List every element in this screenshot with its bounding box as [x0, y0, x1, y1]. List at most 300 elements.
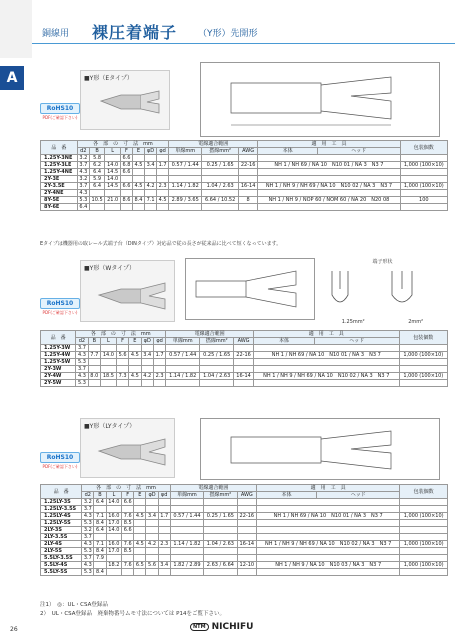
- sub-l: L: [106, 492, 122, 499]
- cell-b: [88, 380, 100, 387]
- cell-l: 17.0: [106, 520, 122, 527]
- cell-b: 10.5: [89, 197, 105, 204]
- cell-d2: 4.3: [76, 373, 88, 380]
- cell-awg: 22-16: [234, 352, 254, 359]
- footnote-1: 注1） ◎：UL・CSA登録品: [40, 602, 108, 608]
- cell-w1: [170, 527, 203, 534]
- table-row: [41, 499, 448, 506]
- part-number: 1.25Y-4NE: [41, 169, 78, 176]
- part-number: 1.25LY-3S: [41, 499, 82, 506]
- sub-body: 本体: [258, 148, 318, 155]
- cell-pack: [400, 190, 447, 197]
- cell-tool: [253, 380, 399, 387]
- cell-w1: 2.89 / 3.65: [169, 197, 202, 204]
- spec-table-2-body: [41, 345, 448, 387]
- cell-e: [132, 169, 144, 176]
- cell-d: [145, 190, 157, 197]
- cell-awg: 16-14: [237, 541, 256, 548]
- part-number: 1.25LY-5S: [41, 520, 82, 527]
- cell-d: 4.2: [146, 541, 158, 548]
- rohs-sub: PDF(ご確認下さい): [42, 115, 78, 120]
- cell-f: 8.5: [122, 548, 134, 555]
- col-dims: 各 部 の 寸 法 mm: [77, 141, 168, 148]
- table-row: [41, 359, 448, 366]
- cell-w1: 1.14 / 1.82: [169, 183, 202, 190]
- table-row: [41, 513, 448, 520]
- cell-dd: [158, 534, 170, 541]
- cell-awg: 22-16: [238, 162, 257, 169]
- cell-dd: [158, 527, 170, 534]
- sub-solid: 単線mm: [166, 338, 200, 345]
- cell-awg: 16-14: [234, 373, 254, 380]
- cell-dd: 1.7: [157, 162, 169, 169]
- cell-l: 14.0: [106, 499, 122, 506]
- cell-d2: 4.3: [82, 513, 94, 520]
- col-pack: 包装個数: [400, 141, 447, 155]
- cell-tool: [257, 534, 400, 541]
- cell-l: [100, 380, 116, 387]
- part-number: 2Y-4NE: [41, 190, 78, 197]
- cell-w2: 1.04 / 2.63: [200, 373, 234, 380]
- header-band: [0, 0, 32, 58]
- cell-f: [116, 345, 128, 352]
- cell-d2: 5.3: [82, 520, 94, 527]
- part-number: 2Y-5W: [41, 380, 76, 387]
- part-number: 2Y-4W: [41, 373, 76, 380]
- table-row: [41, 204, 448, 211]
- cell-d2: 3.7: [76, 345, 88, 352]
- spec-table-3: [40, 484, 448, 576]
- cell-awg: [234, 345, 254, 352]
- cell-e: 6.5: [134, 562, 146, 569]
- cell-w2: [204, 548, 237, 555]
- cell-d2: 4.3: [77, 169, 89, 176]
- cell-e: [134, 555, 146, 562]
- col-partno: 品 番: [41, 485, 82, 499]
- cell-d: [146, 555, 158, 562]
- cell-f: [116, 380, 128, 387]
- table-row: [41, 506, 448, 513]
- sub-phid: φD: [146, 492, 158, 499]
- cell-awg: [237, 555, 256, 562]
- table-row: [41, 190, 448, 197]
- cell-d2: 3.7: [77, 162, 89, 169]
- sub-b: B: [88, 338, 100, 345]
- cell-l: [105, 155, 121, 162]
- table-row: [41, 569, 448, 576]
- product-photo-ly-type: [80, 418, 175, 478]
- rohs-sub: PDF(ご確認下さい): [42, 310, 78, 315]
- cell-w1: [166, 345, 200, 352]
- cell-awg: [238, 176, 257, 183]
- sub-f: F: [122, 492, 134, 499]
- cell-l: 14.0: [105, 162, 121, 169]
- cell-pack: 1,000 (100×10): [400, 162, 447, 169]
- cell-dd: 1.7: [158, 513, 170, 520]
- sub-b: B: [89, 148, 105, 155]
- cell-e: 4.5: [129, 373, 141, 380]
- cell-d: [141, 345, 153, 352]
- cell-e: 4.5: [134, 541, 146, 548]
- cell-w1: 0.57 / 1.44: [166, 352, 200, 359]
- sub-phid-small: φd: [153, 338, 165, 345]
- col-wire: 電線適合範囲: [170, 485, 256, 492]
- sub-body: 本体: [253, 338, 314, 345]
- cell-pack: [400, 527, 448, 534]
- photo-caption: ■Y形（Wタイプ）: [84, 265, 136, 272]
- cell-w2: 6.64 / 10.52: [202, 197, 239, 204]
- cell-awg: [237, 548, 256, 555]
- cell-w2: 2.63 / 6.64: [204, 562, 237, 569]
- cell-awg: 22-16: [237, 513, 256, 520]
- cell-d: [146, 520, 158, 527]
- logo-mark: NTM: [190, 623, 209, 631]
- spec-table-1-body: [41, 155, 448, 211]
- col-pack: 包装個数: [399, 331, 447, 345]
- cell-f: 6.6: [120, 155, 132, 162]
- cell-awg: [238, 190, 257, 197]
- cell-d2: 5.3: [82, 569, 94, 576]
- category-label: 銅線用: [42, 29, 70, 39]
- cell-tool: [257, 555, 400, 562]
- part-number: 2LY-3S: [41, 527, 82, 534]
- cell-awg: [238, 169, 257, 176]
- cell-b: [88, 366, 100, 373]
- rohs-label: RoHS10: [40, 298, 80, 309]
- cell-tool: NH 1 / NH 69 / NA 10 N10 01 / NA 3 N3 7: [258, 162, 400, 169]
- sub-solid: 単線mm: [170, 492, 203, 499]
- cell-w2: [204, 555, 237, 562]
- cell-d: 5.6: [146, 562, 158, 569]
- cell-w2: 1.04 / 2.63: [202, 183, 239, 190]
- cell-d: [146, 569, 158, 576]
- cell-d2: 4.3: [77, 190, 89, 197]
- cell-e: [134, 548, 146, 555]
- part-number: 2LY-5S: [41, 548, 82, 555]
- cell-d: [141, 366, 153, 373]
- sub-e: E: [132, 148, 144, 155]
- cell-e: [129, 366, 141, 373]
- cell-d2: 3.2: [77, 176, 89, 183]
- cell-pack: [400, 204, 447, 211]
- cell-b: 6.2: [89, 162, 105, 169]
- cell-tool: NH 1 / NH 9 / NA 10 N10 03 / NA 3 N3 7: [257, 562, 400, 569]
- cell-w1: 1.14 / 1.82: [170, 541, 203, 548]
- cell-b: 7.7: [88, 352, 100, 359]
- cell-d2: 3.7: [77, 183, 89, 190]
- cell-d2: 3.2: [82, 527, 94, 534]
- cell-d: [145, 169, 157, 176]
- cell-b: [94, 562, 106, 569]
- cell-l: [100, 359, 116, 366]
- cell-pack: 1,000 (100×10): [399, 373, 447, 380]
- part-number: 1.25LY-3.5S: [41, 506, 82, 513]
- cell-d: [145, 155, 157, 162]
- rohs-badge-3: [40, 452, 80, 470]
- footnote-2: 2） UL・CSA登録品 廃棄物番号ムモ寸法については P14をご覧下さい。: [40, 611, 225, 617]
- cell-d2: 4.3: [82, 562, 94, 569]
- sub-body: 本体: [257, 492, 317, 499]
- cell-tool: [253, 366, 399, 373]
- part-number: 5.5LY-3.5S: [41, 555, 82, 562]
- cell-pack: [399, 345, 447, 352]
- shape-label-1: 1.25mm²: [341, 319, 365, 325]
- shape-title: 端子形状: [372, 259, 393, 265]
- cell-d2: 3.7: [82, 534, 94, 541]
- cell-f: 6.6: [122, 499, 134, 506]
- cell-d: [146, 499, 158, 506]
- cell-w2: [204, 569, 237, 576]
- cell-dd: 1.7: [153, 352, 165, 359]
- cell-b: [94, 534, 106, 541]
- cell-awg: [237, 527, 256, 534]
- cell-w2: [202, 169, 239, 176]
- cell-awg: [237, 520, 256, 527]
- cell-d: 3.4: [145, 162, 157, 169]
- cell-d2: 3.7: [76, 366, 88, 373]
- cell-d2: 5.3: [76, 359, 88, 366]
- cell-l: 14.5: [105, 183, 121, 190]
- cell-f: [122, 506, 134, 513]
- cell-f: [122, 569, 134, 576]
- cell-w1: [169, 204, 202, 211]
- cell-pack: [399, 359, 447, 366]
- cell-pack: [399, 366, 447, 373]
- cell-e: 4.5: [129, 352, 141, 359]
- cell-d2: 6.4: [77, 204, 89, 211]
- sub-head: ヘッド: [317, 148, 400, 155]
- cell-d2: 4.3: [82, 541, 94, 548]
- cell-b: 8.4: [94, 569, 106, 576]
- cell-dd: 3.4: [158, 562, 170, 569]
- table-row: [41, 562, 448, 569]
- cell-b: [89, 190, 105, 197]
- table-row: [41, 541, 448, 548]
- cell-w2: 1.04 / 2.63: [204, 541, 237, 548]
- part-number: 1.25Y-3LE: [41, 162, 78, 169]
- part-number: 5.5LY-5S: [41, 569, 82, 576]
- table-row: [41, 534, 448, 541]
- cell-pack: [400, 534, 448, 541]
- cell-f: [122, 555, 134, 562]
- cell-dd: [158, 548, 170, 555]
- cell-f: 8.6: [120, 197, 132, 204]
- sub-head: ヘッド: [314, 338, 399, 345]
- sub-d2: d2: [76, 338, 88, 345]
- cell-pack: [400, 520, 448, 527]
- cell-f: 8.5: [122, 520, 134, 527]
- cell-dd: [157, 155, 169, 162]
- cell-l: 21.0: [105, 197, 121, 204]
- col-pack: 包装個数: [400, 485, 448, 499]
- cell-d: 7.1: [145, 197, 157, 204]
- cell-f: [122, 534, 134, 541]
- cell-awg: 12-10: [237, 562, 256, 569]
- cell-tool: [258, 169, 400, 176]
- cell-awg: [237, 506, 256, 513]
- cell-dd: [153, 380, 165, 387]
- sub-d2: d2: [82, 492, 94, 499]
- table-row: [41, 169, 448, 176]
- cell-b: 6.4: [89, 169, 105, 176]
- cell-e: [134, 569, 146, 576]
- sub-awg: AWG: [238, 148, 257, 155]
- cell-pack: [400, 506, 448, 513]
- table-row: [41, 527, 448, 534]
- sub-l: L: [100, 338, 116, 345]
- sub-e: E: [129, 338, 141, 345]
- cell-w2: [200, 359, 234, 366]
- cell-e: 4.5: [132, 183, 144, 190]
- product-photo-e-type: [80, 70, 170, 130]
- spec-table-1: [40, 140, 448, 211]
- sub-strand: 撚線mm²: [200, 338, 234, 345]
- logo-text: NICHIFU: [211, 622, 254, 632]
- rohs-label: RoHS10: [40, 452, 80, 463]
- cell-f: 5.6: [116, 352, 128, 359]
- cell-w2: [202, 155, 239, 162]
- cell-b: 5.9: [89, 176, 105, 183]
- cell-dd: [158, 499, 170, 506]
- col-wire: 電線適合範囲: [169, 141, 258, 148]
- cell-w1: [170, 499, 203, 506]
- cell-f: 7.3: [116, 373, 128, 380]
- cell-f: 7.6: [122, 562, 134, 569]
- cell-w1: [169, 155, 202, 162]
- cell-tool: [257, 499, 400, 506]
- cell-w2: [200, 380, 234, 387]
- cell-dd: 4.5: [157, 197, 169, 204]
- page-number: 26: [10, 626, 18, 633]
- cell-w2: [202, 176, 239, 183]
- cell-tool: NH 1 / NH 69 / NA 10 N10 01 / NA 3 N3 7: [253, 352, 399, 359]
- page-title: 裸圧着端子: [92, 23, 178, 42]
- cell-tool: NH 1 / NH 9 / NOP 60 / NOM 60 / NA 20 N20 08: [258, 197, 400, 204]
- cell-tool: [257, 506, 400, 513]
- cell-e: [134, 534, 146, 541]
- cell-dd: 2.3: [158, 541, 170, 548]
- cell-tool: NH 1 / NH 9 / NH 69 / NA 10 N10 02 / NA 3 N3 7: [257, 541, 400, 548]
- cell-l: [106, 569, 122, 576]
- sub-awg: AWG: [234, 338, 254, 345]
- cell-w1: 1.14 / 1.82: [166, 373, 200, 380]
- cell-w2: [204, 527, 237, 534]
- table-row: [41, 373, 448, 380]
- cell-d: [141, 380, 153, 387]
- cell-b: 8.4: [94, 548, 106, 555]
- cell-d: [145, 176, 157, 183]
- cell-tool: NH 1 / NH 9 / NH 69 / NA 10 N10 02 / NA 3 N3 7: [258, 183, 400, 190]
- rohs-sub: PDF(ご確認下さい): [42, 464, 78, 469]
- col-tool: 適 用 工 具: [253, 331, 399, 338]
- part-number: 1.25Y-4W: [41, 352, 76, 359]
- dimension-drawing-1: [200, 62, 440, 137]
- cell-l: 18.5: [100, 373, 116, 380]
- cell-f: 7.6: [122, 513, 134, 520]
- cell-pack: 1,000 (100×10): [400, 513, 448, 520]
- cell-w1: 1.82 / 2.89: [170, 562, 203, 569]
- table-row: [41, 352, 448, 359]
- cell-awg: [237, 534, 256, 541]
- part-number: 5.5LY-4S: [41, 562, 82, 569]
- cell-pack: [399, 380, 447, 387]
- cell-w2: [200, 345, 234, 352]
- cell-dd: 2.3: [157, 183, 169, 190]
- part-number: 2Y-3.5E: [41, 183, 78, 190]
- cell-d: [146, 527, 158, 534]
- cell-b: [88, 359, 100, 366]
- cell-w1: 0.57 / 1.44: [169, 162, 202, 169]
- col-partno: 品 番: [41, 141, 78, 155]
- part-number: 2Y-3W: [41, 366, 76, 373]
- cell-e: [134, 520, 146, 527]
- sub-strand: 撚線mm²: [204, 492, 237, 499]
- part-number: 8Y-5E: [41, 197, 78, 204]
- part-number: 2LY-3.5S: [41, 534, 82, 541]
- cell-d2: 3.2: [82, 499, 94, 506]
- sub-b: B: [94, 492, 106, 499]
- cell-e: [132, 204, 144, 211]
- cell-d: [146, 548, 158, 555]
- sub-head: ヘッド: [317, 492, 400, 499]
- cell-e: [129, 359, 141, 366]
- cell-d: 3.4: [141, 352, 153, 359]
- cell-f: 6.6: [120, 183, 132, 190]
- cell-e: [134, 499, 146, 506]
- cell-tool: [257, 527, 400, 534]
- cell-e: [132, 155, 144, 162]
- cell-e: [132, 190, 144, 197]
- cell-b: [88, 345, 100, 352]
- cell-f: [120, 176, 132, 183]
- cell-b: 5.8: [89, 155, 105, 162]
- photo-caption: ■Y形（LYタイプ）: [84, 423, 136, 430]
- cell-l: 16.0: [106, 513, 122, 520]
- cell-b: [89, 204, 105, 211]
- cell-tool: [253, 359, 399, 366]
- terminal-shape-panel: [320, 258, 445, 330]
- rohs-badge-2: [40, 298, 80, 316]
- spec-table-2: [40, 330, 448, 387]
- cell-f: 7.6: [122, 541, 134, 548]
- cell-d: 3.4: [146, 513, 158, 520]
- cell-w1: [169, 169, 202, 176]
- cell-e: [134, 527, 146, 534]
- cell-d2: 3.2: [77, 155, 89, 162]
- cell-pack: [400, 169, 447, 176]
- cell-e: [129, 380, 141, 387]
- table-row: [41, 380, 448, 387]
- cell-l: 18.2: [106, 562, 122, 569]
- cell-b: [94, 506, 106, 513]
- part-number: 2Y-3E: [41, 176, 78, 183]
- cell-e: [132, 176, 144, 183]
- cell-w1: [170, 520, 203, 527]
- cell-w1: [170, 506, 203, 513]
- sub-strand: 撚線mm²: [202, 148, 239, 155]
- cell-d2: 5.3: [82, 548, 94, 555]
- col-tool: 適 用 工 具: [258, 141, 400, 148]
- cell-b: 7.1: [94, 541, 106, 548]
- sub-d2: d2: [77, 148, 89, 155]
- cell-awg: [237, 499, 256, 506]
- cell-e: 4.5: [132, 162, 144, 169]
- table-row: [41, 183, 448, 190]
- part-number: 2LY-4S: [41, 541, 82, 548]
- page-header: [0, 0, 455, 60]
- cell-pack: [400, 155, 447, 162]
- cell-w2: 0.25 / 1.65: [200, 352, 234, 359]
